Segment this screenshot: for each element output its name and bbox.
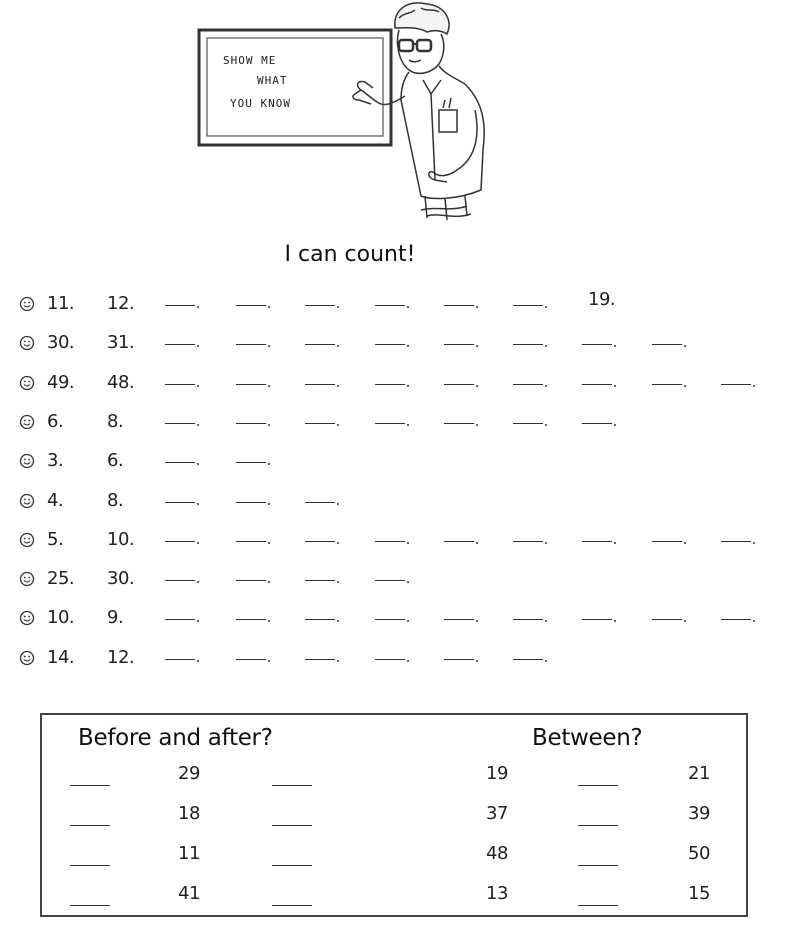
- smiley-face-icon: [19, 414, 35, 430]
- answer-blank[interactable]: [236, 423, 266, 424]
- before-blank[interactable]: [70, 825, 110, 826]
- answer-blank[interactable]: [165, 344, 195, 345]
- answer-blank[interactable]: [236, 384, 266, 385]
- answer-blank[interactable]: [165, 541, 195, 542]
- smiley-face-icon: [19, 335, 35, 351]
- before-after-number: 11: [178, 843, 200, 864]
- answer-blank[interactable]: [305, 423, 335, 424]
- between-blank[interactable]: [578, 865, 618, 866]
- answer-blank[interactable]: [165, 305, 195, 306]
- answer-blank[interactable]: [582, 384, 612, 385]
- answer-blank[interactable]: [444, 305, 474, 306]
- answer-blank[interactable]: [513, 541, 543, 542]
- between-blank[interactable]: [578, 905, 618, 906]
- answer-blank[interactable]: [513, 659, 543, 660]
- second-number: 31.: [107, 332, 135, 354]
- before-blank[interactable]: [70, 865, 110, 866]
- page-title: I can count!: [284, 242, 416, 267]
- answer-blank[interactable]: [652, 344, 682, 345]
- before-after-number: 18: [178, 803, 200, 824]
- smiley-face-icon: [19, 650, 35, 666]
- answer-blank[interactable]: [375, 305, 405, 306]
- answer-blank[interactable]: [582, 541, 612, 542]
- start-number: 4.: [47, 489, 64, 511]
- between-low-number: 37: [486, 803, 508, 824]
- answer-blank[interactable]: [652, 619, 682, 620]
- answer-blank[interactable]: [375, 659, 405, 660]
- answer-blank[interactable]: [305, 344, 335, 345]
- answer-blank[interactable]: [236, 541, 266, 542]
- answer-blank[interactable]: [444, 541, 474, 542]
- between-high-number: 21: [688, 763, 710, 784]
- smiley-face-icon: [19, 375, 35, 391]
- answer-blank[interactable]: [444, 384, 474, 385]
- teacher-illustration: [195, 0, 495, 225]
- between-low-number: 19: [486, 763, 508, 784]
- between-high-number: 39: [688, 803, 710, 824]
- smiley-face-icon: [19, 571, 35, 587]
- second-number: 12.: [107, 646, 135, 668]
- answer-blank[interactable]: [375, 541, 405, 542]
- answer-blank[interactable]: [652, 541, 682, 542]
- start-number: 30.: [47, 332, 75, 354]
- second-number: 8.: [107, 489, 124, 511]
- end-number: 19.: [588, 289, 616, 310]
- before-after-number: 29: [178, 763, 200, 784]
- after-blank[interactable]: [272, 825, 312, 826]
- answer-blank[interactable]: [236, 305, 266, 306]
- answer-blank[interactable]: [165, 423, 195, 424]
- after-blank[interactable]: [272, 785, 312, 786]
- answer-blank[interactable]: [582, 619, 612, 620]
- answer-blank[interactable]: [444, 344, 474, 345]
- start-number: 6.: [47, 410, 64, 432]
- counting-row: [0, 567, 790, 597]
- answer-blank[interactable]: [513, 619, 543, 620]
- answer-blank[interactable]: [721, 384, 751, 385]
- board-line-1: SHOW ME: [223, 54, 277, 67]
- start-number: 14.: [47, 646, 75, 668]
- answer-blank[interactable]: [721, 619, 751, 620]
- answer-blank[interactable]: [375, 344, 405, 345]
- chalkboard: [199, 30, 391, 145]
- answer-blank[interactable]: [165, 619, 195, 620]
- counting-row: [0, 371, 790, 401]
- counting-row: [0, 331, 790, 361]
- before-after-number: 41: [178, 883, 200, 904]
- board-line-2: WHAT: [257, 74, 288, 87]
- answer-blank[interactable]: [236, 344, 266, 345]
- start-number: 3.: [47, 450, 64, 472]
- second-number: 6.: [107, 450, 124, 472]
- answer-blank[interactable]: [165, 659, 195, 660]
- before-after-heading: Before and after?: [78, 725, 273, 751]
- smiley-face-icon: [19, 610, 35, 626]
- between-high-number: 50: [688, 843, 710, 864]
- answer-blank[interactable]: [305, 541, 335, 542]
- answer-blank[interactable]: [305, 619, 335, 620]
- answer-blank[interactable]: [721, 541, 751, 542]
- answer-blank[interactable]: [305, 659, 335, 660]
- answer-blank[interactable]: [305, 580, 335, 581]
- smiley-face-icon: [19, 296, 35, 312]
- board-line-3: YOU KNOW: [230, 97, 291, 110]
- practice-box: [40, 713, 748, 917]
- answer-blank[interactable]: [236, 502, 266, 503]
- answer-blank[interactable]: [375, 423, 405, 424]
- answer-blank[interactable]: [652, 384, 682, 385]
- start-number: 25.: [47, 568, 75, 590]
- answer-blank[interactable]: [165, 502, 195, 503]
- between-blank[interactable]: [578, 825, 618, 826]
- answer-blank[interactable]: [165, 580, 195, 581]
- second-number: 12.: [107, 293, 135, 314]
- counting-row: [0, 646, 790, 676]
- answer-blank[interactable]: [444, 659, 474, 660]
- between-low-number: 48: [486, 843, 508, 864]
- second-number: 9.: [107, 607, 124, 629]
- answer-blank[interactable]: [513, 423, 543, 424]
- before-blank[interactable]: [70, 785, 110, 786]
- answer-blank[interactable]: [165, 462, 195, 463]
- smiley-face-icon: [19, 453, 35, 469]
- second-number: 8.: [107, 410, 124, 432]
- answer-blank[interactable]: [444, 619, 474, 620]
- answer-blank[interactable]: [582, 423, 612, 424]
- answer-blank[interactable]: [375, 619, 405, 620]
- answer-blank[interactable]: [305, 384, 335, 385]
- answer-blank[interactable]: [165, 384, 195, 385]
- answer-blank[interactable]: [375, 384, 405, 385]
- between-blank[interactable]: [578, 785, 618, 786]
- answer-blank[interactable]: [305, 305, 335, 306]
- second-number: 30.: [107, 568, 135, 590]
- counting-row: [0, 528, 790, 558]
- answer-blank[interactable]: [444, 423, 474, 424]
- answer-blank[interactable]: [236, 580, 266, 581]
- after-blank[interactable]: [272, 905, 312, 906]
- answer-blank[interactable]: [513, 305, 543, 306]
- answer-blank[interactable]: [582, 344, 612, 345]
- second-number: 10.: [107, 528, 135, 550]
- between-high-number: 15: [688, 883, 710, 904]
- counting-row: [0, 410, 790, 440]
- between-heading: Between?: [532, 725, 643, 751]
- counting-row: [0, 606, 790, 636]
- answer-blank[interactable]: [513, 384, 543, 385]
- after-blank[interactable]: [272, 865, 312, 866]
- counting-row: [0, 449, 790, 479]
- counting-row: [0, 489, 790, 519]
- before-blank[interactable]: [70, 905, 110, 906]
- answer-blank[interactable]: [236, 659, 266, 660]
- start-number: 11.: [47, 293, 75, 314]
- answer-blank[interactable]: [236, 619, 266, 620]
- counting-row: [0, 289, 790, 322]
- answer-blank[interactable]: [305, 502, 335, 503]
- smiley-face-icon: [19, 493, 35, 509]
- between-low-number: 13: [486, 883, 508, 904]
- start-number: 49.: [47, 371, 75, 393]
- answer-blank[interactable]: [513, 344, 543, 345]
- answer-blank[interactable]: [236, 462, 266, 463]
- smiley-face-icon: [19, 532, 35, 548]
- answer-blank[interactable]: [375, 580, 405, 581]
- second-number: 48.: [107, 371, 135, 393]
- start-number: 5.: [47, 528, 64, 550]
- start-number: 10.: [47, 607, 75, 629]
